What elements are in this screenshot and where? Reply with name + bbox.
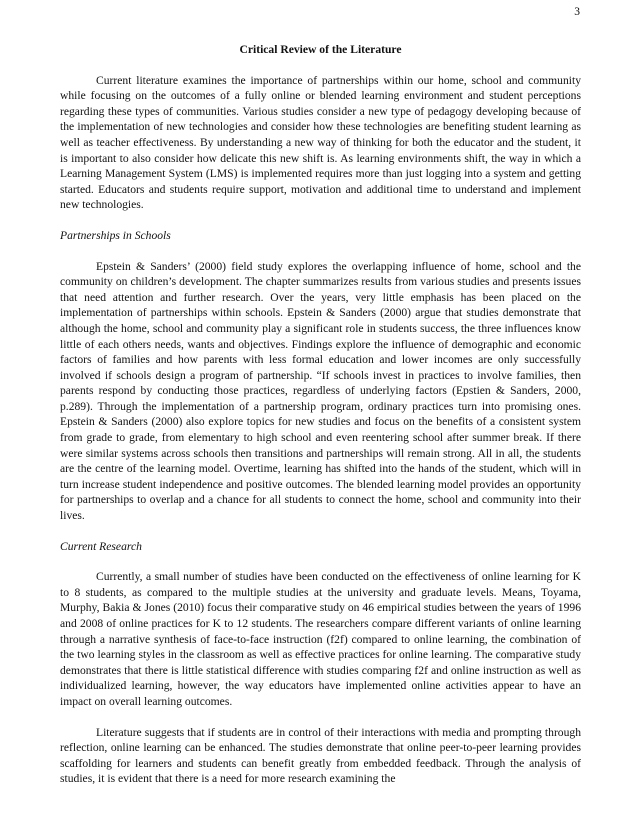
partnerships-paragraph: Epstein & Sanders’ (2000) field study explores the overlapping influence of home, school and the community on children’s development. The chapter summarizes results from various studies and presents issues that need attention and further research. Over the years, very little emphasis has been placed on the implementation of partnerships within schools. Epstein & Sanders (2000) argue that studies demonstrate that although the home, school and community play a significant role in students success, the three influences know little of each others needs, wants and objectives. Findings explore the influence of demographic and economic factors of families and how parents with less formal education and lower incomes are only successfully involved if schools design a program of partnership. “If schools invest in practices to involve families, then parents respond by conducting those practices, regardless of underlying factors (Epstien & Sanders, 2000, p.289). Through the implementation of a partnership program, ordinary practices turn into promising ones. Epstein & Sanders (2000) also explore topics for new studies and focus on the benefits of a consistent system from grade to grade, from elementary to high school and even reentering school after summer break. If there were similar systems across schools then transitions and partnerships will remain strong. All in all, the students are the centre of the learning model. Overtime, learning has shifted into the hands of the student, which will in turn increase student independence and positive outcomes. The blended learning model provides an opportunity for partnerships to overlap and a chance for all students to connect the home, school and community into their lives. — [60, 259, 581, 523]
current-research-paragraph-2: Literature suggests that if students are in control of their interactions with media and prompting through reflection, online learning can be enhanced. The studies demonstrate that online peer-to-peer learning provides scaffolding for learners and students can benefit greatly from embedded feedback. Through the analysis of studies, it is evident that there is a need for more research examining the — [60, 725, 581, 786]
intro-paragraph: Current literature examines the importance of partnerships within our home, school and community while focusing on the outcomes of a fully online or blended learning environment and student perceptions regarding these types of communities. Various studies consider a new type of pedagogy developing because of the implementation of new technologies and consider how these technologies are benefiting student learning as well as teacher effectiveness. By understanding a new way of thinking for both the educator and the student, it is important to also consider how delicate this new shift is. As learning environments shift, the way in which a Learning Management System (LMS) is implemented requires more than just logging into a system and getting started. Educators and students require support, motivation and additional time to understand and implement new technologies. — [60, 73, 581, 212]
section-heading-partnerships: Partnerships in Schools — [60, 228, 171, 242]
page-number: 3 — [574, 6, 580, 18]
current-research-paragraph-1: Currently, a small number of studies have been conducted on the effectiveness of online learning for K to 8 students, as compared to the multiple studies at the university and graduate levels. Means, Toyama, Murphy, Bakia & Jones (2010) focus their comparative study on 46 empirical studies between the years of 1996 and 2008 of online practices for K to 12 students. The researchers compare different variants of online learning through a narrative synthesis of face-to-face instruction (f2f) compared to online learning, the combination of the two learning styles in the classroom as well as effective practices for online learning. The comparative study demonstrates that there is little statistical difference with studies comparing f2f and online instruction as well as individualized learning, however, the way educators have implemented online activities appear to have an impact on overall learning outcomes. — [60, 570, 581, 708]
section-heading-current-research: Current Research — [60, 539, 142, 553]
page-title: Critical Review of the Literature — [239, 43, 402, 56]
document-body — [60, 42, 581, 787]
